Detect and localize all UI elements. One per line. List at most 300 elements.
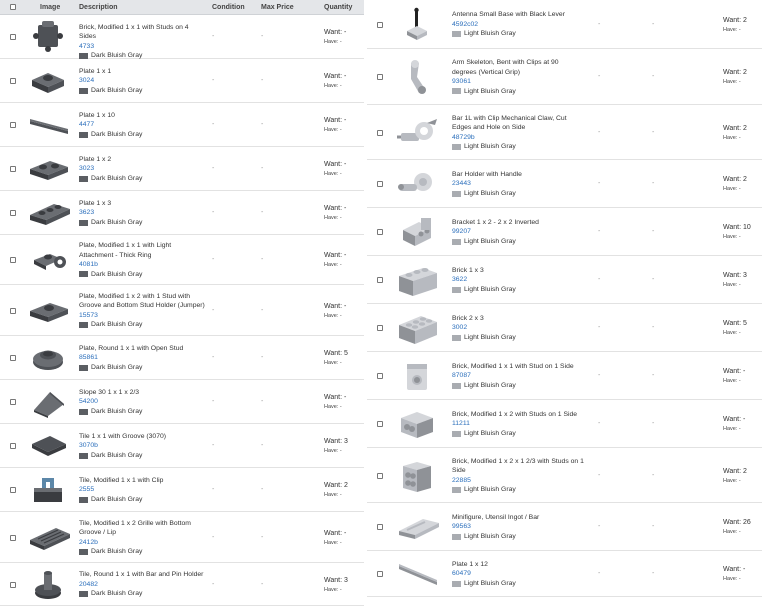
item-condition: -: [598, 420, 601, 427]
item-max-price: -: [261, 256, 264, 263]
item-quantity: [723, 123, 747, 142]
item-color: [452, 189, 584, 199]
header-image: Image: [40, 3, 61, 11]
list-item: [0, 59, 364, 103]
round-tile-bar-icon[interactable]: [28, 567, 72, 603]
item-quantity: [324, 528, 346, 547]
item-condition: -: [598, 180, 601, 187]
header-quantity[interactable]: Quantity: [324, 3, 353, 11]
item-part-number[interactable]: 4477: [79, 121, 95, 129]
color-swatch: [452, 144, 461, 150]
tile-clip-icon[interactable]: [28, 472, 72, 508]
item-condition: -: [598, 228, 601, 235]
item-condition: -: [598, 276, 601, 283]
item-color-label: Dark Bluish Gray: [91, 270, 143, 278]
item-have: Have: -: [324, 492, 342, 498]
item-max-price: -: [261, 165, 264, 172]
item-want: Want: -: [324, 73, 347, 80]
item-condition: -: [212, 306, 215, 314]
item-part-number[interactable]: 3023: [79, 165, 95, 173]
item-part-number[interactable]: 99207: [452, 228, 471, 236]
item-color: [452, 29, 584, 39]
item-max-price: -: [261, 442, 264, 449]
item-quantity: [723, 466, 747, 485]
item-quantity: [723, 414, 745, 433]
item-name[interactable]: Brick, Modified 1 x 2 with Studs on 1 Side: [452, 410, 578, 418]
item-description: [452, 170, 584, 199]
item-color-label: Dark Bluish Gray: [91, 548, 143, 555]
plate-1x12-icon[interactable]: [397, 556, 441, 592]
slope-icon[interactable]: [28, 384, 72, 420]
item-have: Have: -: [324, 215, 342, 221]
item-quantity: [723, 564, 745, 583]
item-condition: -: [212, 354, 215, 361]
item-max-price: -: [261, 121, 264, 128]
item-color: [452, 87, 584, 97]
color-swatch: [79, 88, 88, 94]
item-part-number[interactable]: 15573: [79, 311, 98, 319]
item-description: [452, 362, 584, 391]
item-have: Have: -: [324, 83, 342, 89]
plate-ring-icon[interactable]: [28, 242, 72, 278]
item-max-price: -: [652, 73, 655, 80]
item-condition: -: [212, 33, 215, 40]
item-condition: -: [598, 372, 601, 379]
item-name[interactable]: Tile 1 x 1 with Groove (3070): [79, 432, 167, 440]
color-swatch: [79, 549, 88, 555]
brick-stud-side-icon[interactable]: [397, 358, 441, 394]
item-quantity: [324, 203, 346, 222]
item-have: Have: -: [723, 330, 741, 336]
item-max-price: -: [652, 523, 655, 530]
item-color-label: Light Bluish Gray: [464, 237, 516, 245]
item-have: Have: -: [324, 39, 342, 45]
item-color: [452, 381, 584, 391]
color-swatch: [79, 497, 88, 503]
item-want: Want: -: [723, 416, 746, 423]
row-checkbox[interactable]: [10, 166, 16, 172]
item-want: Want: -: [723, 566, 746, 573]
color-swatch: [452, 88, 461, 94]
color-swatch: [79, 453, 88, 459]
item-color: [79, 270, 207, 280]
item-condition: -: [598, 73, 601, 80]
item-want: Want: 5: [324, 350, 348, 357]
item-color-label: Dark Bluish Gray: [91, 407, 143, 415]
list-item: [367, 551, 762, 597]
item-condition: -: [212, 533, 215, 541]
item-color-label: Dark Bluish Gray: [91, 86, 143, 94]
item-name[interactable]: Brick, Modified 1 x 1 with Studs on 4 Sides: [79, 23, 189, 41]
item-condition: -: [212, 486, 215, 493]
list-item: [0, 235, 364, 285]
item-part-number[interactable]: 48729b: [452, 133, 475, 141]
row-checkbox[interactable]: [377, 229, 383, 235]
item-name[interactable]: Brick, Modified 1 x 1 with Stud on 1 Side: [452, 362, 574, 370]
item-quantity: [324, 301, 346, 320]
item-description: [79, 344, 207, 373]
item-name[interactable]: Bar Holder with Handle: [452, 170, 522, 178]
item-name[interactable]: Arm Skeleton, Bent with Clips at 90 degrees (Vertical Grip): [452, 59, 559, 76]
item-name[interactable]: Plate 1 x 10: [79, 111, 115, 119]
item-part-number[interactable]: 11211: [452, 420, 470, 428]
item-color-label: Dark Bluish Gray: [91, 451, 143, 459]
item-quantity: [324, 392, 346, 411]
plate-1x3-icon[interactable]: [28, 195, 72, 231]
antenna-lever-icon[interactable]: [397, 7, 441, 43]
item-part-number[interactable]: 3623: [79, 209, 95, 217]
row-checkbox[interactable]: [377, 421, 383, 427]
item-max-price: -: [652, 20, 655, 28]
item-description: [79, 23, 207, 61]
row-checkbox[interactable]: [10, 122, 16, 128]
item-max-price: -: [261, 33, 264, 40]
item-want: Want: 2: [723, 176, 747, 183]
item-part-number[interactable]: 99563: [452, 523, 471, 531]
item-description: [79, 111, 207, 140]
color-swatch: [79, 176, 88, 182]
item-quantity: [324, 348, 348, 367]
item-quantity: [324, 436, 348, 455]
plate-1x2-icon[interactable]: [28, 151, 72, 187]
item-have: Have: -: [723, 477, 741, 484]
brick-studs-4-sides-icon[interactable]: [28, 19, 72, 55]
item-color: [79, 407, 207, 417]
row-checkbox[interactable]: [10, 308, 16, 314]
skeleton-arm-icon[interactable]: [397, 59, 441, 95]
item-part-number[interactable]: 54200: [79, 398, 98, 406]
item-name[interactable]: Tile, Modified 1 x 1 with Clip: [79, 476, 164, 484]
plate-1x10-icon[interactable]: [28, 107, 72, 143]
item-max-price: -: [652, 228, 655, 235]
item-name[interactable]: Brick 1 x 3: [452, 266, 484, 274]
list-item: [0, 336, 364, 380]
item-color: [79, 547, 207, 557]
item-want: Want: 10: [723, 224, 751, 231]
item-name[interactable]: Bracket 1 x 2 - 2 x 2 Inverted: [452, 218, 539, 226]
item-have: Have: -: [324, 586, 342, 593]
item-color-label: Light Bluish Gray: [464, 532, 516, 540]
item-want: Want: -: [324, 302, 347, 310]
item-part-number[interactable]: 20482: [79, 580, 98, 588]
item-quantity: [723, 318, 747, 337]
item-quantity: [723, 222, 751, 241]
item-quantity: [723, 15, 747, 34]
item-description: [79, 519, 207, 557]
list-item: [0, 15, 364, 59]
item-color: [79, 218, 207, 228]
row-checkbox[interactable]: [377, 74, 383, 80]
item-part-number[interactable]: 3024: [79, 77, 95, 85]
item-color: [79, 495, 207, 505]
item-part-number[interactable]: 2412b: [79, 538, 98, 546]
select-all-checkbox[interactable]: [10, 4, 16, 10]
item-quantity: [324, 115, 346, 134]
item-color-label: Dark Bluish Gray: [91, 495, 143, 503]
item-max-price: -: [261, 77, 264, 84]
row-checkbox[interactable]: [10, 443, 16, 449]
item-name[interactable]: Bar 1L with Clip Mechanical Claw, Cut Edges and Hole on Side: [452, 114, 567, 131]
item-want: Want: -: [324, 252, 347, 259]
item-part-number[interactable]: 4081b: [79, 261, 98, 268]
right-wanted-list: [367, 0, 762, 597]
item-name[interactable]: Minifigure, Utensil Ingot / Bar: [452, 513, 540, 521]
item-want: Want: -: [324, 117, 347, 124]
color-swatch: [452, 581, 461, 587]
item-condition: -: [598, 20, 601, 28]
list-item: [367, 0, 762, 49]
item-name[interactable]: Plate, Round 1 x 1 with Open Stud: [79, 344, 184, 352]
item-have: Have: -: [723, 529, 741, 535]
item-have: Have: -: [723, 378, 741, 384]
brick-1x3-icon[interactable]: [397, 262, 441, 298]
item-description: [452, 457, 584, 495]
item-color-label: Dark Bluish Gray: [91, 590, 143, 598]
row-checkbox[interactable]: [377, 181, 383, 187]
item-description: [79, 432, 207, 461]
item-description: [452, 10, 584, 39]
list-item: [367, 208, 762, 256]
item-max-price: -: [261, 209, 264, 216]
item-condition: -: [212, 209, 215, 216]
item-quantity: [723, 174, 747, 193]
brick-2x3-icon[interactable]: [397, 310, 441, 346]
item-name[interactable]: Plate 1 x 12: [452, 560, 488, 568]
item-color-label: Light Bluish Gray: [464, 189, 516, 197]
item-part-number[interactable]: 87087: [452, 372, 471, 380]
tile-icon[interactable]: [28, 428, 72, 464]
item-condition: -: [212, 398, 215, 405]
row-checkbox[interactable]: [10, 535, 16, 541]
item-name[interactable]: Plate 1 x 2: [79, 155, 112, 163]
header-max-price[interactable]: Max Price: [261, 3, 294, 11]
row-checkbox[interactable]: [10, 399, 16, 405]
item-color: [79, 174, 207, 184]
item-have: Have: -: [723, 282, 741, 288]
item-condition: -: [212, 442, 215, 449]
color-swatch: [452, 287, 461, 293]
item-part-number[interactable]: 85861: [79, 354, 98, 362]
list-item: [0, 468, 364, 512]
list-item: [0, 563, 364, 606]
item-max-price: -: [652, 570, 655, 577]
item-condition: -: [212, 77, 215, 84]
item-description: [452, 58, 584, 96]
item-color-label: Dark Bluish Gray: [91, 130, 143, 138]
item-color-label: Light Bluish Gray: [464, 285, 516, 293]
item-have: Have: -: [723, 576, 741, 582]
list-item: [0, 147, 364, 191]
item-name[interactable]: Brick 2 x 3: [452, 314, 484, 322]
item-condition: -: [598, 324, 601, 331]
item-have: Have: -: [723, 186, 741, 192]
list-item: [367, 105, 762, 160]
ingot-icon[interactable]: [397, 509, 441, 545]
item-description: [452, 314, 584, 343]
item-max-price: -: [652, 324, 655, 331]
item-have: Have: -: [723, 134, 741, 141]
list-item: [367, 400, 762, 448]
item-color: [79, 363, 207, 373]
brick-1x2-studs-side-icon[interactable]: [397, 406, 441, 442]
item-part-number[interactable]: 3070b: [79, 442, 98, 450]
item-color-label: Light Bluish Gray: [464, 579, 516, 587]
item-condition: -: [598, 523, 601, 530]
row-checkbox[interactable]: [10, 355, 16, 361]
item-color-label: Light Bluish Gray: [464, 143, 516, 150]
item-name[interactable]: Plate, Modified 1 x 1 with Light Attachment - Thick Ring: [79, 242, 172, 259]
item-quantity: [324, 159, 346, 178]
row-checkbox[interactable]: [377, 473, 383, 479]
row-checkbox[interactable]: [10, 582, 16, 588]
row-checkbox[interactable]: [377, 325, 383, 331]
item-color-label: Light Bluish Gray: [464, 30, 516, 38]
item-part-number[interactable]: 3622: [452, 276, 468, 284]
table-header: [0, 0, 364, 15]
item-part-number[interactable]: 93061: [452, 78, 471, 85]
item-part-number[interactable]: 23443: [452, 180, 471, 188]
list-item: [0, 103, 364, 147]
item-color-label: Light Bluish Gray: [464, 381, 516, 389]
item-max-price: -: [261, 398, 264, 405]
item-want: Want: 3: [324, 576, 348, 584]
item-quantity: [324, 575, 348, 594]
item-color: [79, 130, 207, 140]
item-want: Want: 2: [723, 124, 747, 132]
color-swatch: [79, 409, 88, 415]
item-color-label: Light Bluish Gray: [464, 429, 516, 437]
item-description: [79, 292, 207, 330]
row-checkbox[interactable]: [377, 130, 383, 136]
item-part-number[interactable]: 2555: [79, 486, 95, 494]
color-swatch: [79, 591, 88, 597]
item-description: [79, 155, 207, 184]
item-want: Want: 26: [723, 519, 751, 526]
item-have: Have: -: [324, 171, 342, 177]
item-description: [79, 67, 207, 96]
item-max-price: -: [261, 306, 264, 314]
item-description: [79, 199, 207, 228]
list-item: [0, 424, 364, 468]
item-name[interactable]: Plate 1 x 3: [79, 199, 112, 207]
row-checkbox[interactable]: [10, 487, 16, 493]
item-name[interactable]: Tile, Modified 1 x 2 Grille with Bottom Groove / Lip: [79, 519, 191, 536]
item-part-number[interactable]: 4733: [79, 42, 95, 50]
row-checkbox[interactable]: [10, 78, 16, 84]
header-description[interactable]: Description: [79, 3, 118, 11]
list-item: [0, 380, 364, 424]
color-swatch: [452, 191, 461, 197]
row-checkbox[interactable]: [10, 34, 16, 40]
row-checkbox[interactable]: [10, 210, 16, 216]
item-color: [452, 485, 584, 495]
item-quantity: [723, 270, 747, 289]
item-name[interactable]: Slope 30 1 x 1 x 2/3: [79, 388, 140, 396]
item-want: Want: 2: [324, 482, 348, 489]
item-want: Want: -: [324, 205, 347, 212]
brick-tall-studs-side-icon[interactable]: [397, 458, 441, 494]
item-want: Want: 5: [723, 320, 747, 327]
item-want: Want: -: [723, 368, 746, 375]
item-color-label: Light Bluish Gray: [464, 333, 516, 341]
header-condition[interactable]: Condition: [212, 3, 245, 11]
item-color: [452, 285, 584, 295]
item-part-number[interactable]: 60479: [452, 570, 471, 578]
item-max-price: -: [261, 533, 264, 541]
item-have: Have: -: [723, 26, 741, 33]
item-want: Want: 3: [324, 438, 348, 445]
list-item: [367, 503, 762, 551]
item-part-number[interactable]: 3002: [452, 324, 468, 332]
item-color: [79, 451, 207, 461]
bracket-icon[interactable]: [397, 214, 441, 250]
item-name[interactable]: Brick, Modified 1 x 2 x 1 2/3 with Studs on 1 Side: [452, 457, 584, 474]
list-item: [0, 191, 364, 235]
item-color-label: Dark Bluish Gray: [91, 218, 143, 226]
row-checkbox[interactable]: [377, 373, 383, 379]
item-name[interactable]: Antenna Small Base with Black Lever: [452, 11, 565, 19]
row-checkbox[interactable]: [377, 22, 383, 28]
item-name[interactable]: Tile, Round 1 x 1 with Bar and Pin Holder: [79, 571, 204, 579]
item-name[interactable]: Plate 1 x 1: [79, 67, 112, 75]
list-item: [367, 256, 762, 304]
item-quantity: [324, 480, 348, 499]
row-checkbox[interactable]: [377, 524, 383, 530]
item-max-price: -: [261, 486, 264, 493]
bar-holder-icon[interactable]: [397, 166, 441, 202]
item-description: [452, 114, 584, 152]
grille-tile-icon[interactable]: [28, 520, 72, 556]
item-have: Have: -: [324, 448, 342, 454]
item-want: Want: -: [324, 161, 347, 168]
list-item: [0, 285, 364, 336]
list-item: [367, 160, 762, 208]
item-name[interactable]: Plate, Modified 1 x 2 with 1 Stud with Groove and Bottom Stud Holder (Jumper): [79, 292, 205, 309]
item-have: Have: -: [324, 404, 342, 410]
color-swatch: [79, 271, 88, 277]
item-part-number[interactable]: 22885: [452, 476, 471, 484]
item-part-number[interactable]: 4592c02: [452, 20, 479, 28]
item-want: Want: 2: [723, 16, 747, 24]
item-description: [452, 410, 584, 439]
item-max-price: -: [652, 276, 655, 283]
item-condition: -: [212, 580, 215, 588]
item-color: [452, 237, 584, 247]
item-color-label: Light Bluish Gray: [464, 87, 516, 95]
item-want: Want: 2: [723, 467, 747, 475]
item-color-label: Dark Bluish Gray: [91, 363, 143, 371]
color-swatch: [452, 487, 461, 493]
color-swatch: [452, 534, 461, 540]
item-color-label: Light Bluish Gray: [464, 486, 516, 493]
list-item: [0, 512, 364, 563]
claw-icon[interactable]: [397, 115, 441, 151]
item-quantity: [324, 71, 346, 90]
plate-1x1-icon[interactable]: [28, 63, 72, 99]
row-checkbox[interactable]: [10, 257, 16, 263]
round-plate-icon[interactable]: [28, 340, 72, 376]
list-item: [367, 448, 762, 503]
row-checkbox[interactable]: [377, 277, 383, 283]
jumper-plate-icon[interactable]: [28, 293, 72, 329]
left-wanted-list: [0, 0, 364, 606]
item-max-price: -: [652, 471, 655, 479]
item-color: [452, 532, 584, 542]
item-max-price: -: [652, 180, 655, 187]
item-condition: -: [212, 165, 215, 172]
row-checkbox[interactable]: [377, 571, 383, 577]
item-have: Have: -: [324, 262, 342, 268]
